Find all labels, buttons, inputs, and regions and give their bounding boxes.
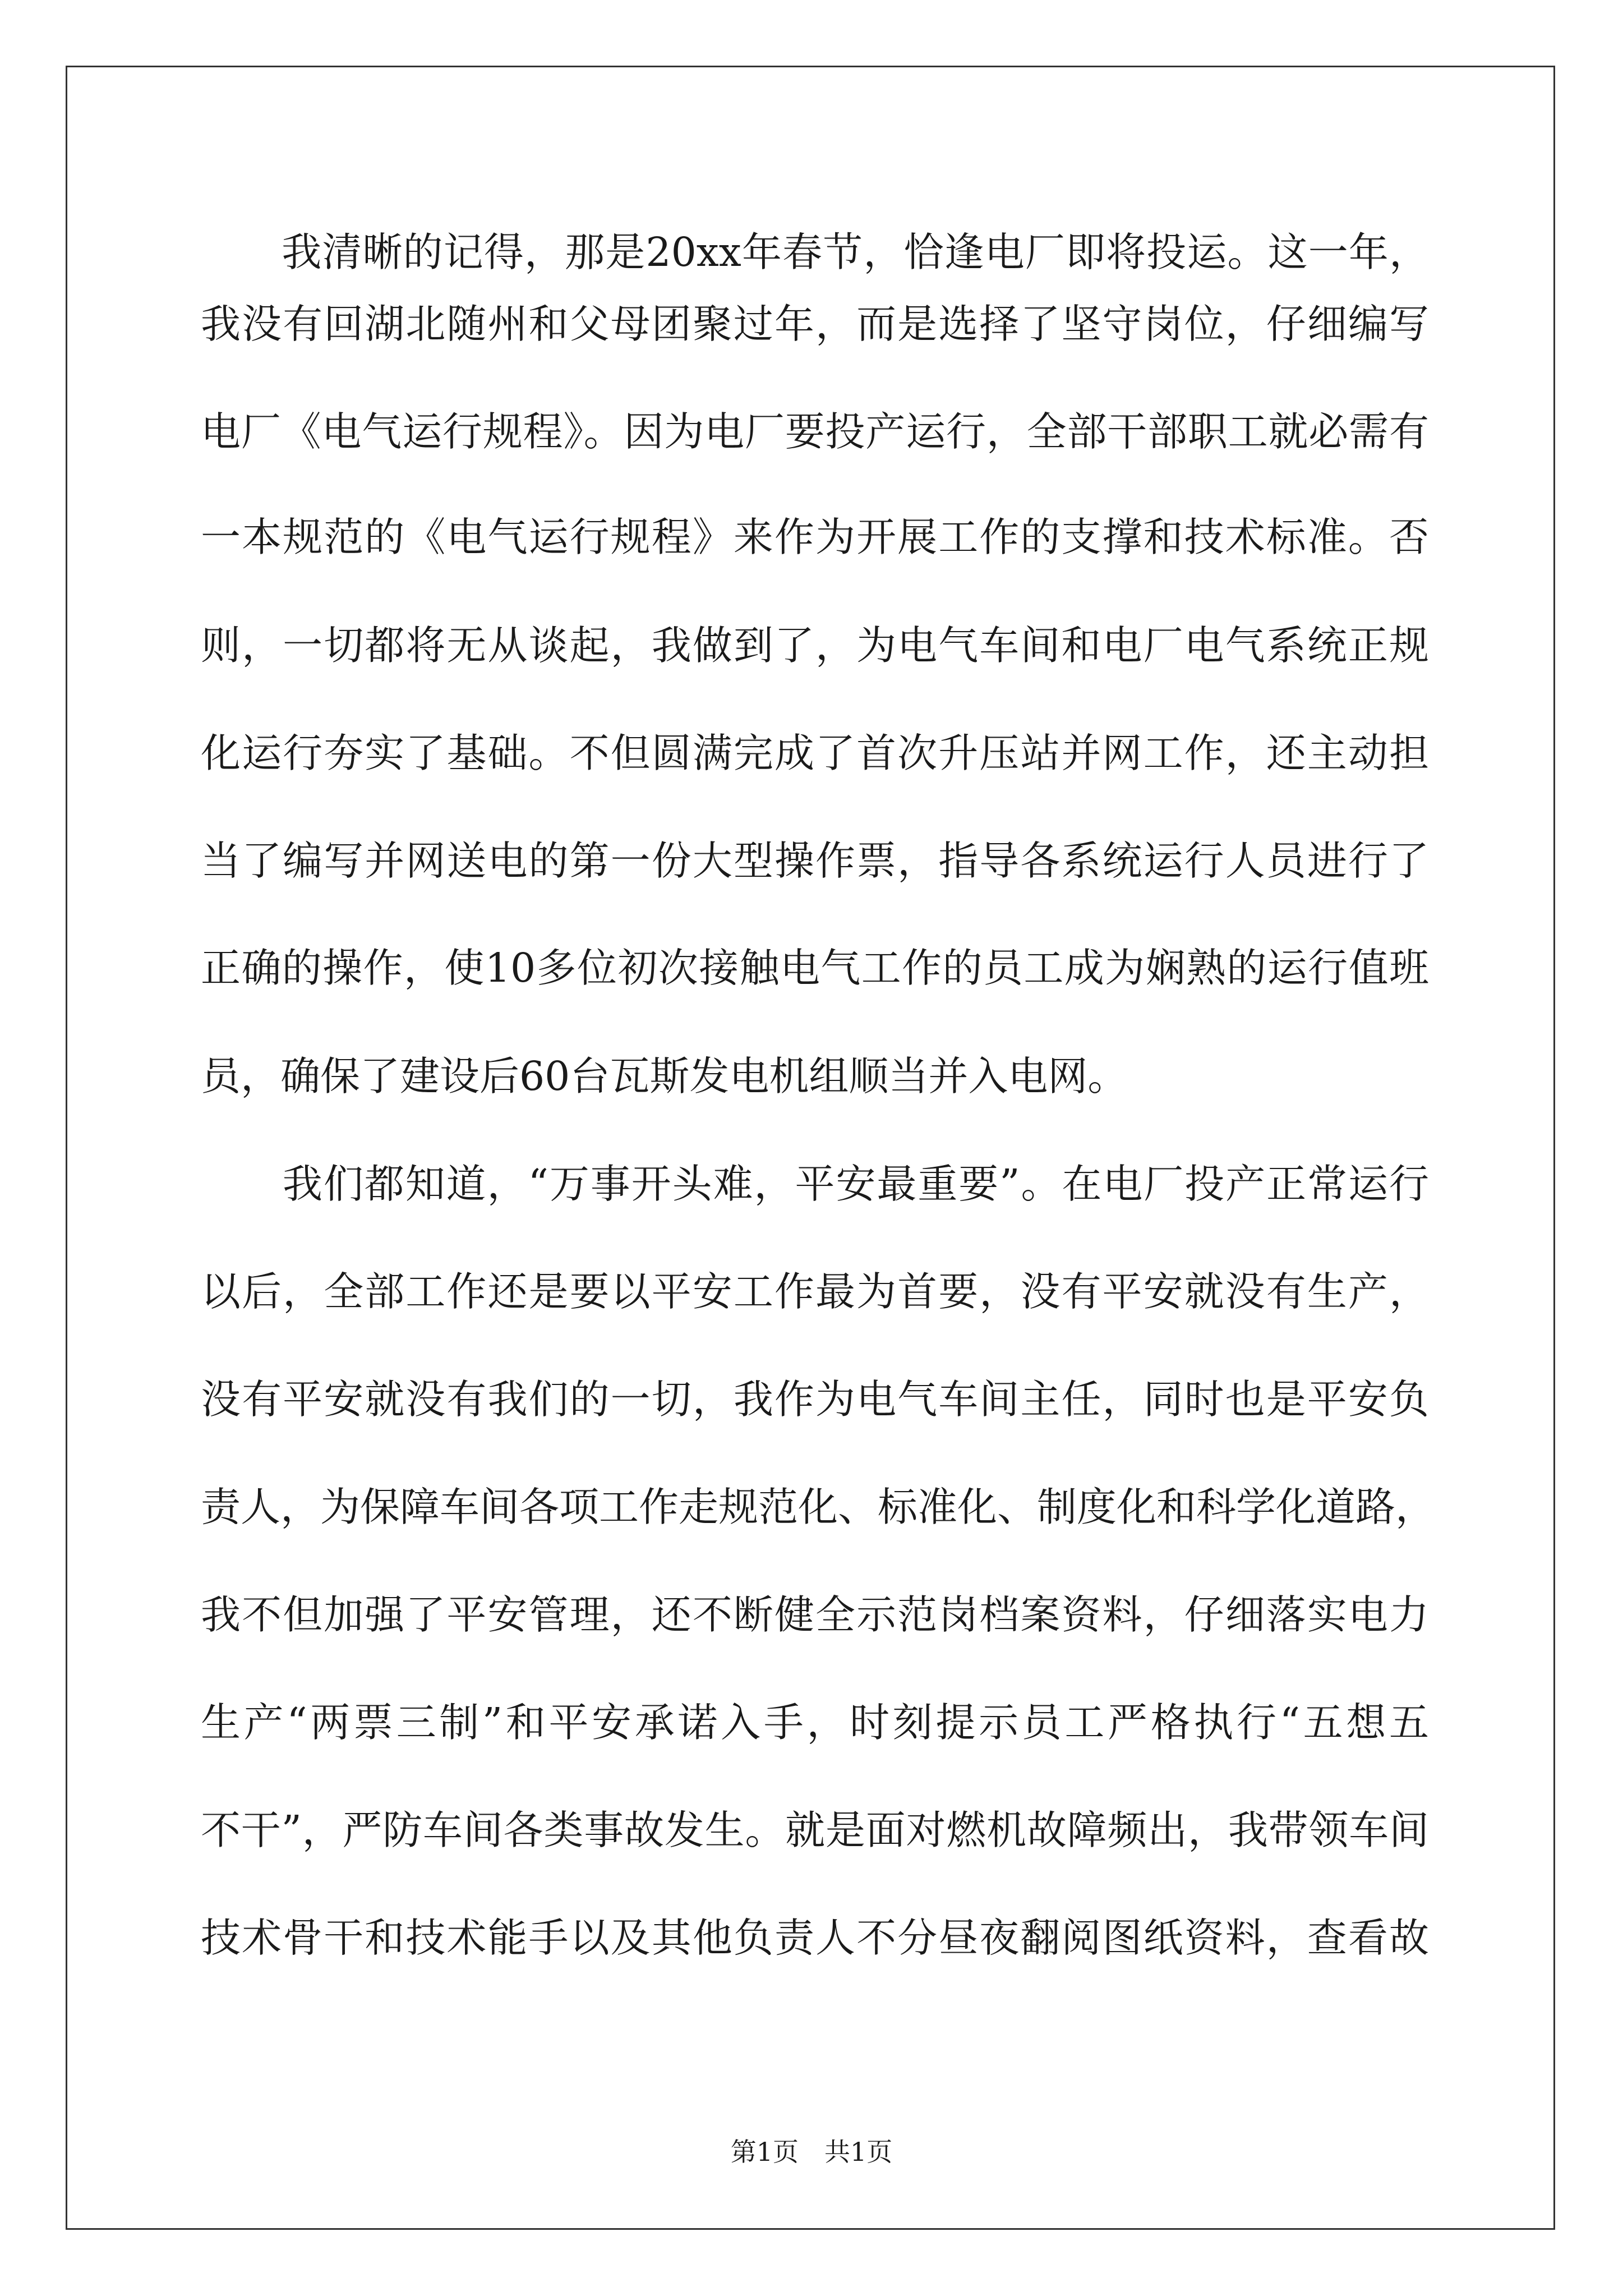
paragraph-line: 我不但加强了平安管理，还不断健全示范岗档案资料，仔细落实电力 bbox=[201, 1591, 1429, 1638]
paragraph-line: 当了编写并网送电的第一份大型操作票，指导各系统运行人员进行了 bbox=[201, 838, 1429, 884]
paragraph-line: 电厂《电气运行规程》。因为电厂要投产运行，全部干部职工就必需有 bbox=[201, 408, 1429, 455]
paragraph-line: 技术骨干和技术能手以及其他负责人不分昼夜翻阅图纸资料，查看故 bbox=[201, 1915, 1429, 1961]
paragraph-line: 生产“两票三制”和平安承诺入手，时刻提示员工严格执行“五想五 bbox=[201, 1699, 1429, 1746]
paragraph-line: 员，确保了建设后60台瓦斯发电机组顺当并入电网。 bbox=[201, 1053, 1128, 1099]
paragraph-line: 责人，为保障车间各项工作走规范化、标准化、制度化和科学化道路， bbox=[201, 1484, 1436, 1530]
paragraph-line: 则，一切都将无从谈起，我做到了，为电气车间和电厂电气系统正规 bbox=[201, 622, 1429, 669]
paragraph-line: 我没有回湖北随州和父母团聚过年，而是选择了坚守岗位，仔细编写 bbox=[201, 301, 1429, 347]
page-number-footer: 第1页 共1页 bbox=[730, 2137, 893, 2167]
page-border bbox=[66, 66, 1555, 2230]
paragraph-line: 不干”，严防车间各类事故发生。就是面对燃机故障频出，我带领车间 bbox=[201, 1807, 1429, 1853]
paragraph-line: 我清晰的记得，那是20xx年春节，恰逢电厂即将投运。这一年， bbox=[201, 229, 1429, 275]
paragraph-line: 化运行夯实了基础。不但圆满完成了首次升压站并网工作，还主动担 bbox=[201, 730, 1429, 776]
paragraph-line: 一本规范的《电气运行规程》来作为开展工作的支撑和技术标准。否 bbox=[201, 514, 1429, 560]
paragraph-line: 我们都知道，“万事开头难，平安最重要”。在电厂投产正常运行 bbox=[201, 1161, 1429, 1207]
paragraph-line: 正确的操作，使10多位初次接触电气工作的员工成为娴熟的运行值班 bbox=[201, 945, 1429, 991]
paragraph-line: 没有平安就没有我们的一切，我作为电气车间主任，同时也是平安负 bbox=[201, 1376, 1429, 1423]
paragraph-line: 以后，全部工作还是要以平安工作最为首要，没有平安就没有生产， bbox=[201, 1268, 1429, 1315]
